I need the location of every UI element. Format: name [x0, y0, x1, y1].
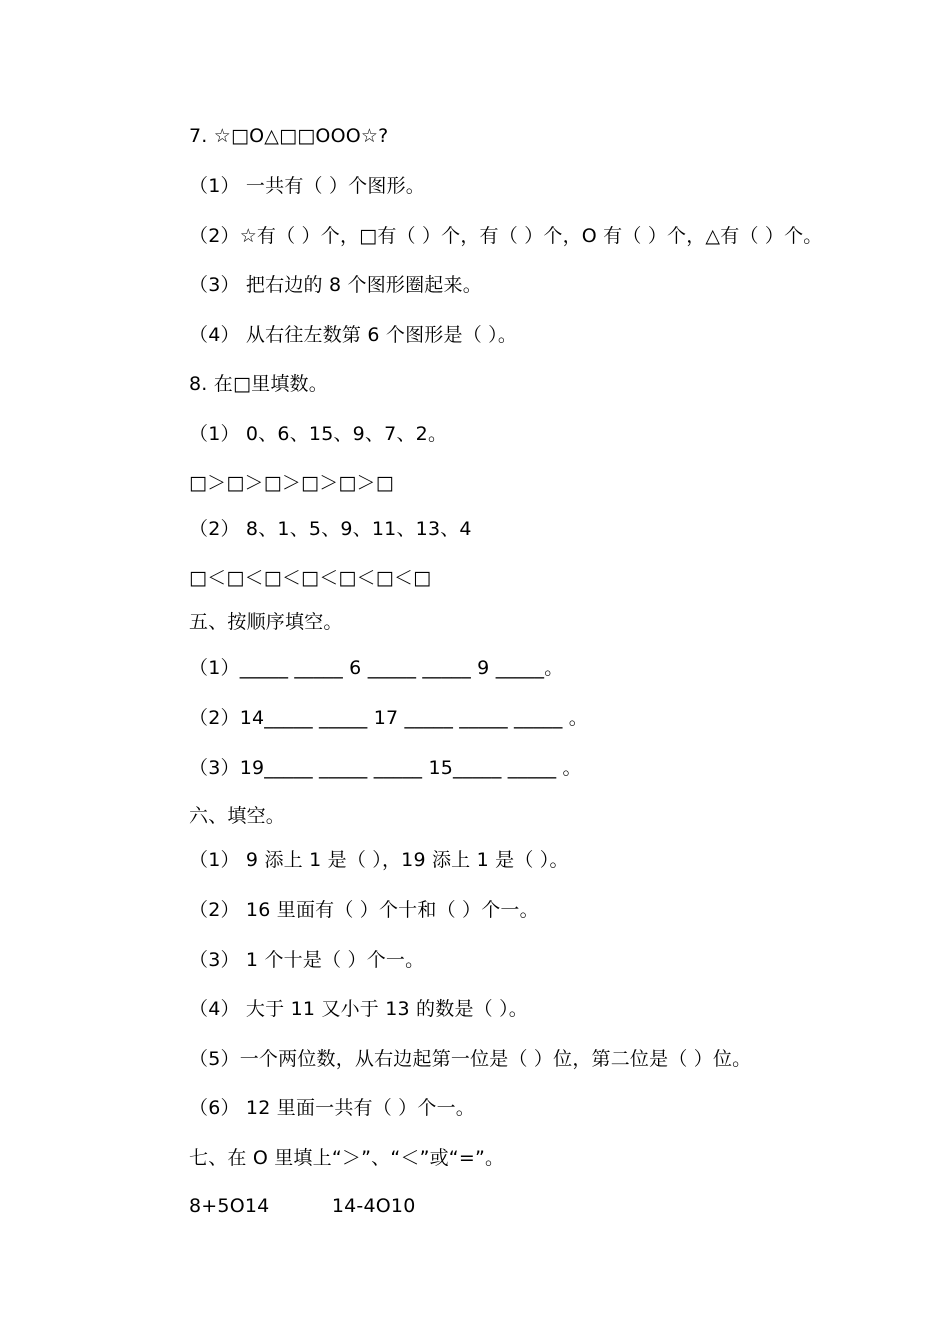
q8-part-1-boxes: □＞□＞□＞□＞□＞□ — [189, 472, 394, 494]
question-8-title: 8. 在□里填数。 — [189, 373, 328, 395]
q8-part-2-boxes: □＜□＜□＜□＜□＜□＜□ — [189, 567, 432, 589]
q8-part-1: （1） 0、6、15、9、7、2。 — [189, 423, 448, 445]
q7-part-4: （4） 从右往左数第 6 个图形是（ ）。 — [189, 324, 518, 346]
question-7-shapes: 7. ☆□O△□□OOO☆? — [189, 125, 389, 147]
s6-part-5: （5）一个两位数，从右边起第一位是（ ）位，第二位是（ ）位。 — [189, 1048, 752, 1070]
s7-comparisons: 8+5O14 14-4O10 — [189, 1195, 416, 1217]
q8-part-2: （2） 8、1、5、9、11、13、4 — [189, 518, 472, 540]
s6-part-2: （2） 16 里面有（ ）个十和（ ）个一。 — [189, 899, 539, 921]
section-7-title: 七、在 O 里填上“＞”、“＜”或“=”。 — [189, 1147, 505, 1169]
section-6-title: 六、填空。 — [189, 805, 286, 827]
s6-part-6: （6） 12 里面一共有（ ）个一。 — [189, 1097, 475, 1119]
section-5-title: 五、按顺序填空。 — [189, 611, 343, 633]
s5-part-1: （1）_____ _____ 6 _____ _____ 9 _____。 — [189, 657, 564, 679]
s6-part-4: （4） 大于 11 又小于 13 的数是（ ）。 — [189, 998, 528, 1020]
s6-part-3: （3） 1 个十是（ ）个一。 — [189, 949, 425, 971]
s5-part-2: （2）14_____ _____ 17 _____ _____ _____ 。 — [189, 707, 588, 729]
s6-part-1: （1） 9 添上 1 是（ ），19 添上 1 是（ ）。 — [189, 849, 569, 871]
s5-part-3: （3）19_____ _____ _____ 15_____ _____ 。 — [189, 757, 582, 779]
q7-part-3: （3） 把右边的 8 个图形圈起来。 — [189, 274, 482, 296]
q7-part-2: （2）☆有（ ）个，□有（ ）个，有（ ）个，O 有（ ）个，△有（ ）个。 — [189, 225, 823, 247]
q7-part-1: （1） 一共有（ ）个图形。 — [189, 175, 425, 197]
